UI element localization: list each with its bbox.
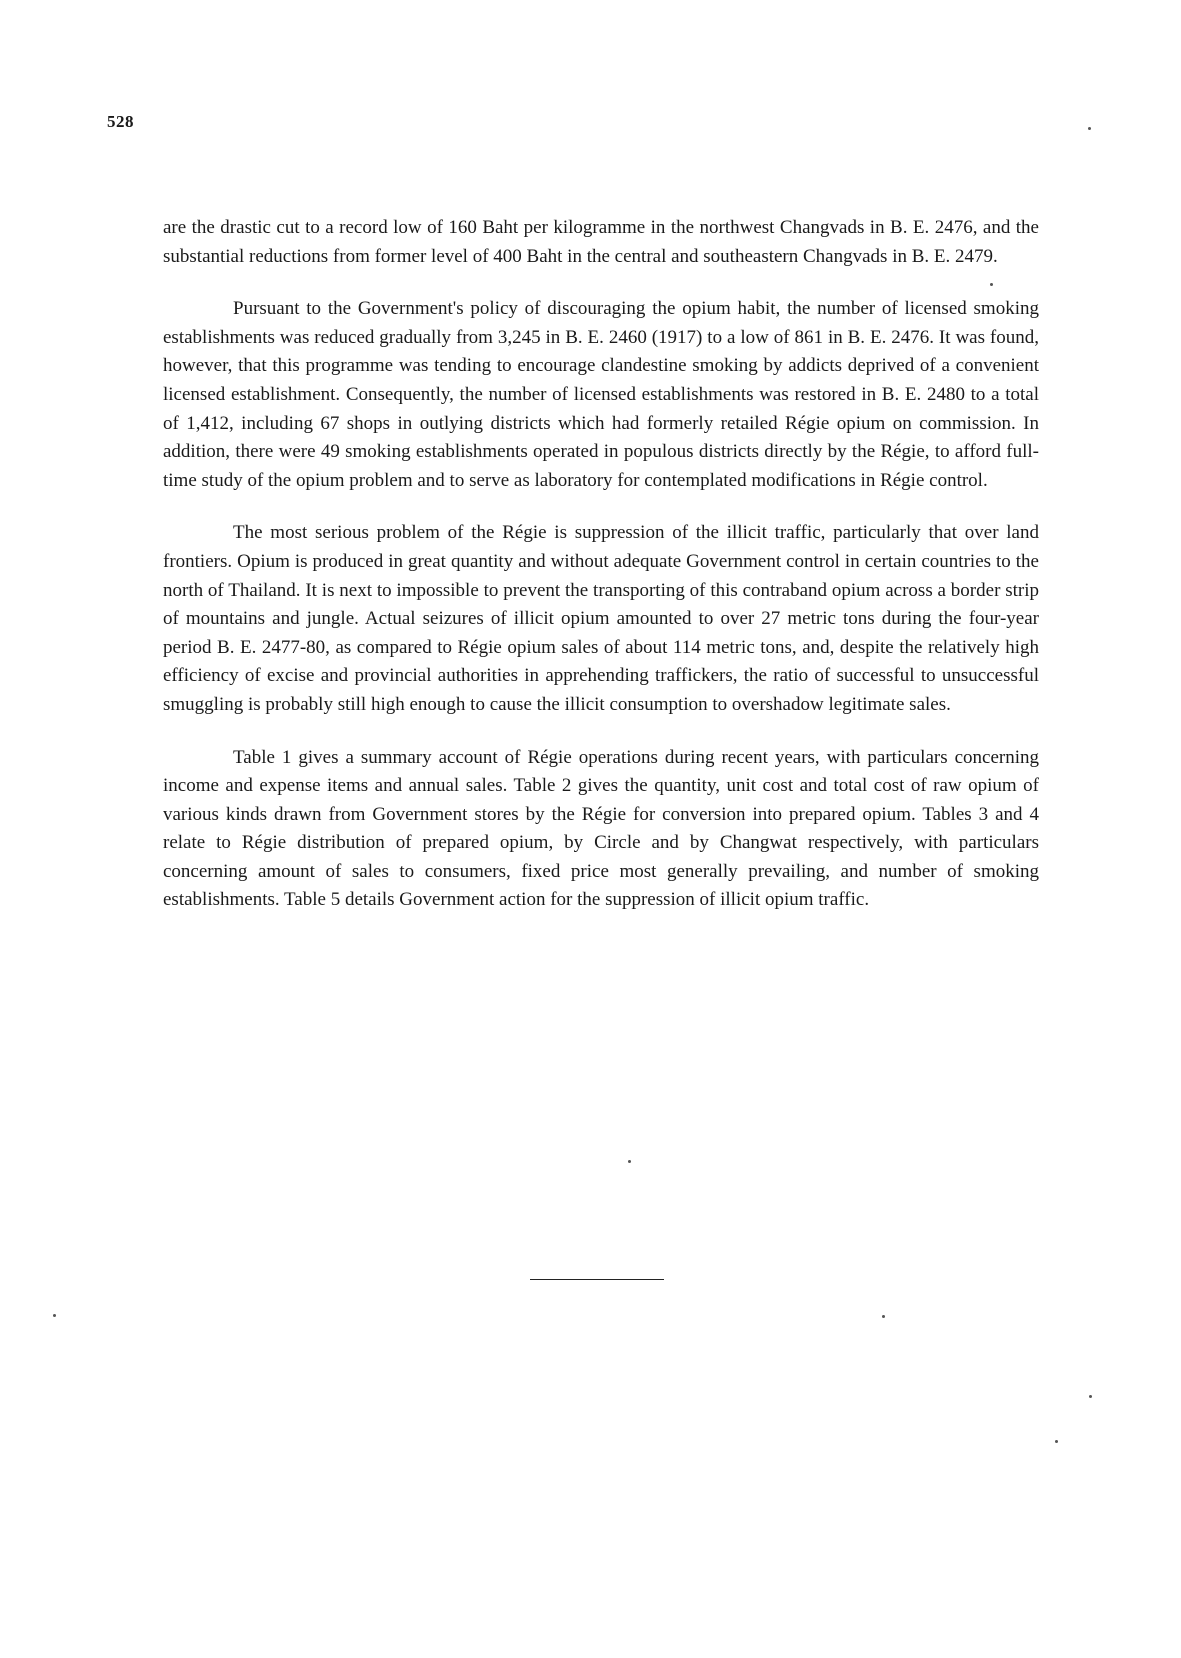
scan-speck <box>990 283 993 286</box>
paragraph-continuation: are the drastic cut to a record low of 160 Baht per kilogramme in the northwest Changvads in B. E. 2476, and the substantial reductions from former level of 400 Baht in the central and southeastern Changvads in B. E. 2479. <box>163 217 1039 267</box>
scan-speck <box>882 1315 885 1318</box>
paragraph-table-summary: Table 1 gives a summary account of Régie operations during recent years, with particulars concerning income and expense items and annual sales. Table 2 gives the quantity, unit cost and total cost of raw opium of various kinds drawn from Government stores by the Régie for conversion into prepared opium. Tables 3 and 4 relate to Régie distribution of prepared opium, by Circle and by Changwat respectively, with particulars concerning amount of sales to consumers, fixed price most generally prevailing, and number of smoking establishments. Table 5 details Government action for the suppression of illicit opium traffic. <box>163 746 1039 911</box>
scan-speck <box>53 1314 56 1317</box>
section-separator-rule <box>530 1279 664 1280</box>
scan-speck <box>1055 1440 1058 1443</box>
body-text <box>163 214 1039 939</box>
scan-speck <box>1088 127 1091 130</box>
scan-speck <box>1089 1395 1092 1398</box>
page-number: 528 <box>107 112 134 131</box>
paragraph-illicit-traffic: The most serious problem of the Régie is suppression of the illicit traffic, particularly that over land frontiers. Opium is produced in great quantity and without adequate Government control in certain countries to the north of Thailand. It is next to impossible to prevent the transporting of this contraband opium across a border strip of mountains and jungle. Actual seizures of illicit opium amounted to over 27 metric tons during the four-year period B. E. 2477-80, as compared to Régie opium sales of about 114 metric tons, and, despite the relatively high efficiency of excise and provincial authorities in apprehending traffickers, the ratio of successful to unsuccessful smuggling is probably still high enough to cause the illicit consumption to overshadow legitimate sales. <box>163 522 1039 715</box>
scan-speck <box>628 1160 631 1163</box>
paragraph-smoking-establishments: Pursuant to the Government's policy of discouraging the opium habit, the number of licensed smoking establishments was reduced gradually from 3,245 in B. E. 2460 (1917) to a low of 861 in B. E. 2476. It was found, however, that this programme was tending to encourage clandestine smoking by addicts deprived of a convenient licensed establishment. Consequently, the number of licensed establishments was restored in B. E. 2480 to a total of 1,412, including 67 shops in outlying districts which had formerly retailed Régie opium on commission. In addition, there were 49 smoking establishments operated in populous districts directly by the Régie, to afford full-time study of the opium problem and to serve as laboratory for contemplated modifications in Régie control. <box>163 298 1039 491</box>
